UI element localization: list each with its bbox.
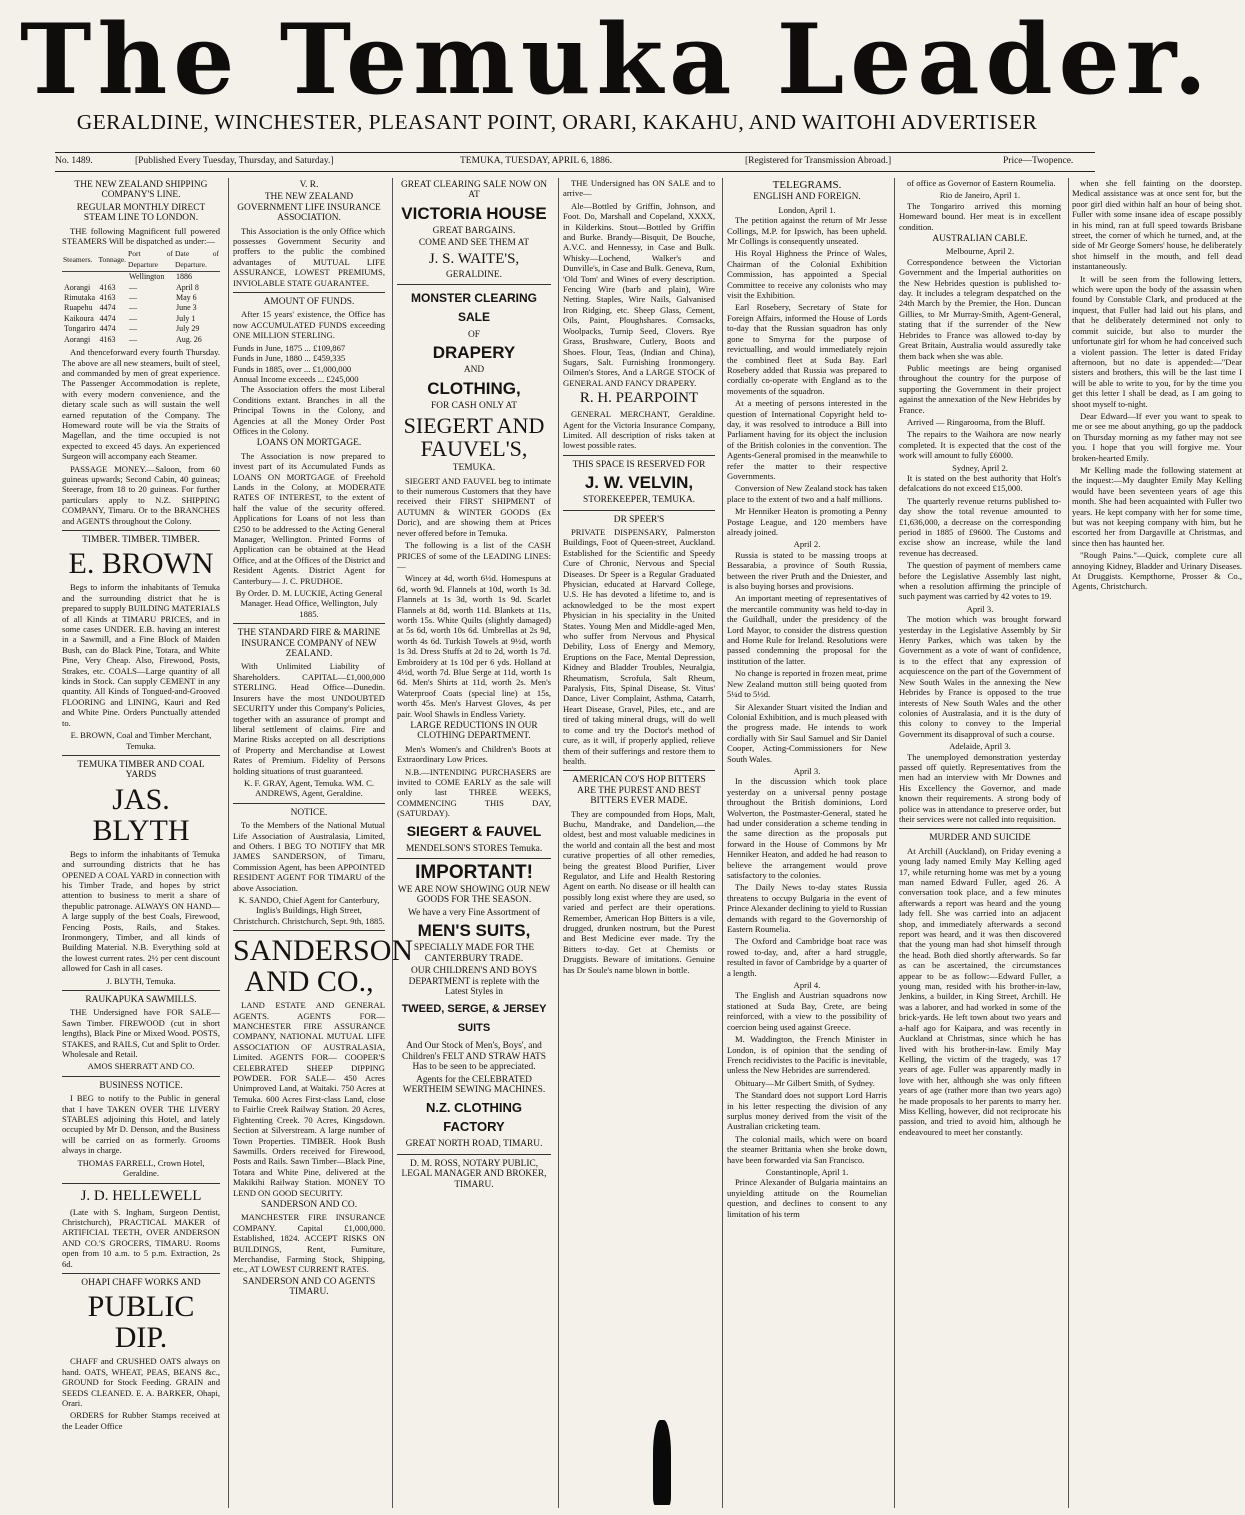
passage-money: PASSAGE MONEY.—Saloon, from 60 guineas upwards; Second Cabin, 40 guineas; Steerage, from 18 to 20 guineas. For further particulars apply to N.Z. SHIPPING COMPANY, Timaru. Or to the BRANCHES and AGENTS throughout the Colony. (62, 463, 220, 526)
divider (899, 828, 1061, 829)
dateline-april-4: April 4. (793, 980, 821, 991)
blyth-name: JAS. BLYTH (92, 782, 190, 847)
article-paragraph: The Tongariro arrived this morning Homeward bound. Her meat is in excellent condition. (899, 200, 1061, 232)
funds-row: Funds in 1885, over ... £1,000,000 (233, 363, 352, 374)
article-paragraph: The quarterly revenue returns published to-day show the total revenue amounted to £1,636,000, a decrease on the corresponding period in 1885 of £9600. The Customs and excise show an increase, while the land revenue has decreased. (899, 495, 1061, 558)
article-paragraph: Conversion of New Zealand stock has taken place to the extent of two and a half millions. (727, 483, 887, 504)
funds-row: Annual Income exceeds ... £245,000 (233, 373, 359, 384)
divider (397, 858, 551, 859)
registered-note: [Registered for Transmission Abroad.] (745, 156, 892, 166)
table-cell: 4474 (99, 303, 116, 313)
column-1 (58, 178, 224, 1508)
dateline-april-3: April 3. (793, 765, 821, 776)
ohapi-heading: OHAPI CHAFF WORKS AND (81, 1277, 201, 1288)
table-cell: Aug. 26 (175, 334, 202, 344)
sanderson-subheading: SANDERSON AND CO. (260, 1199, 358, 1210)
dateline-rio: Rio de Janeiro, April 1. (939, 190, 1021, 201)
siegert-fauvel-heading: SIEGERT AND FAUVEL'S, (403, 413, 545, 462)
hellewell-name: J. D. HELLEWELL (80, 1187, 202, 1204)
table-cell: Aorangi (64, 334, 91, 344)
article-paragraph: At Archill (Auckland), on Friday evening a young lady named Emily May Kelling aged 17, while returning home was met by a young man named Edward Fuller, aged 26. A conversation took place, and a few minutes afterwards a report was heard and the young lady fell. She was carried into an adjacent shop, and immediately afterwards a second report was heard, and it was then discovered that the young man had shot himself through the head. Both died shortly afterwards. So far as can be ascertained, the circumstances appear to be as follow:—Edward Fuller, a young man, resided with his brother-in-law, Jenkins, a builder, in King Street, Archill. He was a laborer, and had worked in some of the brick-yards. He left town about two years and a-half ago for Kaipara, and was recently in Auckland at Christmas, since which he has lived with his brother-in-law. Emily May Kelling, the victim of the tragedy, was 17 years of age. Fuller was apparently madly in love with her, although she was only fifteen years of age (rather more than two years ago) he made proposals to her parents to marry her. Miss Kelling, however, did not reciprocate his passion, and tried to avoid him, although he endeavoured to meet her constantly. (899, 845, 1061, 1137)
divider (62, 530, 220, 531)
dateline-melbourne: Melbourne, April 2. (945, 246, 1015, 257)
divider (563, 455, 715, 456)
article-paragraph: No change is reported in frozen meat, prime New Zealand mutton still being quoted from 5¼d to 5½d. (727, 668, 887, 700)
loans-body: The Association is now prepared to invest part of its Accumulated Funds as LOANS ON MORTGAGE of Freehold Lands in the Colony, at MODERATE RATES OF INTEREST, to the extent of half the value of the security offered. Applications for Loans of not less than £250 to be addressed to the Acting General Manager, Wellington. Printed Forms of Application can be obtained at the Head Office, and at the Offices of the District and Resident Agents. District Agent for Canterbury— J. C. PRUDHOE. (233, 450, 385, 586)
intimate-text: SIEGERT AND FAUVEL beg to intimate to their numerous Customers that they have received their FIRST SHIPMENT of AUTUMN & WINTER GOODS (Ex Doric), and are showing them at Prices never offered before in Temuka. (397, 475, 551, 538)
blyth-body: Begs to inform the inhabitants of Temuka and surrounding districts that he has OPENED A COAL YARD in connection with his Timber Trade, and hopes by strict attention to business to merit a share of thepublic patronage. ALWAYS ON HAND— A large supply of the best Coals, Firewood, Fencing Posts, Rails, and Stakes. Ironmongery, Timber, and all kinds of Building Material. N.B. Everything sold at the lowest current rates. 2½ per cent discount allowed for Cash in all cases. (62, 848, 220, 974)
table-cell: Tongariro (64, 324, 96, 334)
clearing-sale-heading: GREAT CLEARING SALE NOW ON AT (400, 180, 547, 201)
assortment-text: We have a very Fine Assortment of (407, 907, 541, 918)
article-paragraph: His Royal Highness the Prince of Wales, Chairman of the Colonial Exhibition Commission, has appointed a Special Committee to receive any colonists who may visit the Exhibition. (727, 248, 887, 301)
divider (233, 803, 385, 804)
rough-pains-ad: "Rough Pains."—Quick, complete cure all annoying Kidney, Bladder and Urinary Diseases. At Druggists. Kempthorne, Prosser & Co., Agents, Christchurch. (1072, 550, 1242, 592)
column-4 (558, 178, 719, 1508)
and-label: AND (463, 365, 485, 376)
canterbury-text: SPECIALLY MADE FOR THE CANTERBURY TRADE. (413, 943, 535, 964)
drapery-heading: DRAPERY (432, 343, 516, 363)
sawmills-signature: AMOS SHERRATT AND CO. (87, 1061, 195, 1072)
issue-date: TEMUKA, TUESDAY, APRIL 6, 1886. (460, 156, 613, 166)
price: Price—Twopence. (1003, 156, 1074, 166)
column-3 (392, 178, 555, 1508)
brown-name: E. BROWN (68, 547, 214, 581)
standard-fire-signature: K. F. GRAY, Agent, Temuka. WM. C. ANDREWS, Agent, Geraldine. (244, 777, 374, 799)
shipping-table (62, 248, 220, 345)
table-row (62, 314, 220, 324)
business-notice-signature: THOMAS FARRELL, Crown Hotel, Geraldine. (77, 1157, 205, 1179)
loans-signature: By Order. D. M. LUCKIE, Acting General Manager. Head Office, Wellington, July 1885. (235, 588, 383, 619)
government-insurance-body: This Association is the only Office which possesses Government Security and proffers to the public the combined advantages of MUTUAL LIFE ASSURANCE, LOWEST PREMIUMS, INVIOLABLE STATE GUARANTEE. (233, 225, 385, 288)
column-5 (722, 178, 891, 1508)
tweed-heading: TWEED, SERGE, & JERSEY SUITS (401, 1003, 547, 1035)
victoria-house: VICTORIA HOUSE (401, 203, 547, 223)
divider (233, 292, 385, 293)
table-cell: — (129, 324, 138, 334)
english-foreign-heading: ENGLISH AND FOREIGN. (753, 192, 861, 203)
shipping-heading: THE NEW ZEALAND SHIPPING COMPANY'S LINE. (74, 180, 208, 201)
funds-row: Funds in June, 1880 ... £459,335 (233, 353, 346, 364)
table-cell: — (129, 303, 138, 313)
divider (563, 770, 715, 771)
table-cell: 4474 (99, 313, 116, 323)
table-cell: May 6 (175, 293, 197, 303)
dateline-april-2: April 2. (793, 539, 821, 550)
come-heading: COME AND SEE THEM AT (418, 238, 530, 249)
government-insurance-heading: THE NEW ZEALAND GOVERNMENT LIFE INSURANCE ASSOCIATION. (237, 192, 381, 224)
table-cell: 4163 (99, 293, 116, 303)
table-header: Port of Departure (127, 248, 174, 271)
article-paragraph: Public meetings are being organised throughout the country for the purpose of supporting the Government in their project against the annexation of the New Hebrides by France. (899, 362, 1061, 415)
australian-cable-heading: AUSTRALIAN CABLE. (932, 234, 1028, 245)
standard-fire-body: With Unlimited Liability of Shareholders. CAPITAL—£1,000,000 STERLING. Head Office—Dunedin. Insurers have the most UNDOUBTED SECURITY under this Company's Policies, together with an assurance of prompt and liberal settlement of claims. Fire and Marine Risks accepted on all descriptions of Property and Merchandise at Lowest Rates of Premium. Fidelity of Persons holding situations of trust guaranteed. (233, 661, 385, 776)
article-paragraph: The unemployed demonstration yesterday passed off quietly. Representatives from the men had an interview with Mr Downes and His Excellency the Governor, and made known their requirements. A strong body of police was in attendance to preserve order, but their services were not called into requisition. (899, 751, 1061, 824)
notary-text: D. M. ROSS, NOTARY PUBLIC, LEGAL MANAGER AND BROKER, TIMARU. (401, 1158, 547, 1190)
funds-body: After 15 years' existence, the Office has now ACCUMULATED FUNDS exceeding ONE MILLION STERLING. (233, 309, 385, 341)
article-paragraph: It will be seen from the following letters, which were upon the body of the assassin when found by Constable Clark, and produced at the inquest, that Fuller had laid out his plans, and that he deliberately determined not only to commit suicide, but also to murder the unfortunate girl for whom he had conceived such a violent passion. The letter is dated Friday afternoon, but no date is appended:—"Dear sisters and brothers, this will be the last time I will be able to write to you, for by the time you get this letter I shall be dead, as I am going to shoot myself to-night. (1072, 273, 1242, 409)
boots-text: Men's Women's and Children's Boots at Extraordinary Low Prices. (397, 743, 551, 765)
rubber-stamps-notice: ORDERS for Rubber Stamps received at the Leader Office (62, 1410, 220, 1431)
murder-suicide-heading: MURDER AND SUICIDE (929, 833, 1031, 844)
cash-label: FOR CASH ONLY AT (431, 400, 517, 411)
brown-signature: E. BROWN, Coal and Timber Merchant, Temuka. (70, 730, 212, 751)
table-row (62, 335, 220, 345)
hop-bitters-heading: AMERICAN CO'S HOP BITTERS ARE THE PUREST AND BEST BITTERS EVER MADE. (572, 775, 706, 807)
vr-heading: V. R. (299, 180, 319, 190)
article-paragraph: Dear Edward—If ever you want to speak to me or see me about anything, go up the paddock on Thursday morning as my father may not see you. I hope that you will forgive me. Your broken-hearted Emily. (1072, 410, 1242, 463)
table-cell: Aorangi (64, 282, 91, 292)
dateline-constantinople: Constantinople, April 1. (765, 1166, 849, 1177)
funds-heading: AMOUNT OF FUNDS. (263, 297, 355, 308)
table-row (62, 272, 220, 283)
divider (62, 990, 220, 991)
brown-body: Begs to inform the inhabitants of Temuka and the surrounding district that he is prepared to supply BUILDING MATERIALS of all Kinds at TIMARU PRICES, and in some cases UNDER. E.B. having an interest in a Sawmill, and a Fine Block of Maiden Bush, can do Black Pine, Totara, and White Pine, Very Cheap. Also, Firewood, Posts, Strakes, etc. COALS—Large quantity of all kinds in Stock. Can supply CEMENT in any quantity. All Kinds of Tongued-and-Grooved FLOORING and LINING, Kauri and Red and White Pine. Orders Punctually attended to. (62, 582, 221, 728)
dateline-sydney: Sydney, April 2. (952, 462, 1008, 473)
article-paragraph: Obituary—Mr Gilbert Smith, of Sydney. (735, 1077, 875, 1088)
hop-bitters-body: They are compounded from Hops, Malt, Buchu, Mandrake, and Dandelion,—the oldest, best and most valuable medicines in the world and contain all the best and most curative properties of all other remedies, being the greatest Blood Purifier, Liver Regulator, and Life and Health Restoring Agent on earth. No disease or ill health can possibly long exist where they are used, so varied and perfect are their operations. Remember, American Hop Bitters is a vile, drugged, drunken nostrum, but the Purest and Best Medicine ever made. Try the Bitters to-day. Get at Chemists or Druggists. Beware of imitations. Genuine has Dr Soule's name blown in bottle. (563, 808, 715, 975)
pearpoint-body: GENERAL MERCHANT, Geraldine. Agent for the Victoria Insurance Company, Limited. All description of risks taken at lowest possible rates. (563, 409, 715, 451)
public-dip-heading: PUBLIC DIP. (87, 1290, 195, 1355)
article-paragraph: The English and Austrian squadrons now stationed at Suda Bay, Crete, are being reinforced, with a view to the possibility of coercion being used against Greece. (727, 990, 887, 1032)
monster-sale-heading: MONSTER CLEARING SALE (411, 291, 537, 325)
new-goods-text: WE ARE NOW SHOWING OUR NEW GOODS FOR THE SEASON. (397, 885, 551, 906)
business-notice-heading: BUSINESS NOTICE. (99, 1080, 183, 1091)
sanderson-body: LAND ESTATE AND GENERAL AGENTS. AGENTS FOR— MANCHESTER FIRE ASSURANCE COMPANY, NATIONAL MUTUAL LIFE ASSOCIATION OF AUSTRALASIA, Limited. AGENTS FOR— COOPER'S CELEBRATED SHEEP DIPPING POWDER. FOR SALE— 450 Acres Unimproved Land, at Waitaki. 750 Acres at Temuka. 600 Acres First-class Land, close to Fairlie Creek Railway Station. 20 Acres, Fightenting Creek. 70 Acres, Kingsdown. Section at Silverstream. A large number of Town Properties. TIMBER. Hook Bush Sawmills. Orders received for Firewood, Posts and Rails. Sawn Timber—Black Pine, Totara and White Pine, delivered at the Makikihi Railway Station. MONEY TO LEND ON GOOD SECURITY. (233, 1000, 385, 1198)
speer-body: PRIVATE DISPENSARY, Palmerston Buildings, Foot of Queen-street, Auckland. Established for the Scientific and Speedy Cure of Chronic, Nervous and Special Diseases. Dr Speer is a Regular Graduated Physician, educated at Harvard College, U.S. He has devoted a lifetime to, and is acknowledged to be the most expert Physician in his speciality in the United States. Young Men and Middle-aged Men, who suffer from Nervous and Physical Debility, Loss of Energy and Memory, Eruptions on the Face, Mental Depression, Kidney and Bladder Troubles, Neuralgia, Rheumatism, Scrofula, Salt Rheum, Paralysis, Fits, Spinal Disease, St. Vitus' Dance, Liver Complaint, Asthma, Catarrh, Heart Disease, Gravel, Piles, etc., and are tired of taking mineral drugs, will do well to come and try the Doctor's method of cure, as it will, if properly applied, relieve them of their sufferings and restore them to health. (563, 526, 715, 766)
siegert-fauvel-footer: SIEGERT & FAUVEL (406, 822, 542, 839)
dateline-london: London, April 1. (778, 204, 836, 215)
undersigned-list: Ale—Bottled by Griffin, Johnson, and Foot. Do, Marshall and Copeland, XXXX, in Kilderkins. Stout—Bottled by Griffin and Burke. Brandy—Bisquit, De Bouche, A.V.C. and Hennessy, in Case and Bulk. Whisky—Lochend, Walker's and Dunville's, in Case and Bulk. Geneva, Rum, 'Old Tom' and Wines of every description. Fencing Wire (barb and plain), Wire Netting. Staples, Wire Nails, Galvanised Iron Ridging, etc. Sheep Glass, Cement, Oils, Paint, Ploughshares. Cornsacks, Woolpacks, Turnip Seed, Clovers. Rye Grass, Brushware, Cutlery, Boots and Shoes. Flour, Teas, (Indian and China), Sugars, Salt. Furnishing Ironmongery. Oilmen's Stores, And a LARGE STOCK of GENERAL AND FANCY DRAPERY. (563, 200, 715, 388)
manchester-body: MANCHESTER FIRE INSURANCE COMPANY. Capital £1,000,000. Established, 1824. ACCEPT RISKS ON BUILDINGS, Rent, Furniture, Merchandise, Farming Stock, Shipping, etc., AT LOWEST CURRENT RATES. (233, 1212, 385, 1275)
article-paragraph: The petition against the return of Mr Jesse Collings, M.P. for Ipswich, has been upheld. Mr Collings is consequently unseated. (727, 215, 887, 247)
standard-fire-heading: THE STANDARD FIRE & MARINE INSURANCE COMPANY of NEW ZEALAND. (237, 628, 381, 660)
table-cell: — (129, 282, 138, 292)
article-paragraph: Earl Rosebery, Secretary of State for Foreign Affairs, informed the House of Lords to-day that the Russian squadron has only gone to Smyrna for the purpose of revictualling, and would immediately rejoin the combined fleet at Suda Bay. Earl Rosebery added that Russia was prepared to cordially co-operate with England as to the movements of the squadron. (727, 302, 887, 396)
article-paragraph: An important meeting of representatives of the mercantile community was held to-day in the Guildhall, under the presidency of the Lord Mayor, to consider the distress question and Home Rule for Ireland. Resolutions were passed condemning the proposal for the institution of the latter. (727, 593, 887, 666)
waites-name: J. S. WAITE'S, (428, 250, 520, 267)
mendelson-stores: MENDELSON'S STORES Temuka. (405, 843, 543, 854)
article-paragraph: Prince Alexander of Bulgaria maintains an unyielding attitude on the Roumelian question, and declines to consent to any limitation of his term (727, 1177, 887, 1219)
column-6 (894, 178, 1065, 1508)
pearpoint-name: R. H. PEARPOINT (579, 390, 699, 407)
article-paragraph: Correspondence between the Victorian Government and the Imperial authorities on the New Hebrides question is published to-day. It includes a telegram despatched on the 24th March by the Premier, the Hon. Duncan Gillies, to Mr Murray-Smith, Agent-General, stating that if the surrender of the New Hebrides to France was allowed to-day by Great Britain, Australia would assuredly take them back when she was able. (899, 256, 1061, 361)
divider (397, 284, 551, 285)
divider (233, 930, 385, 931)
temuka-label: TEMUKA. (452, 463, 496, 474)
article-paragraph: M. Waddington, the French Minister in London, is of opinion that the sending of French recidivistes to the Pacific is inevitable, unless the New Hebrides are surrendered. (727, 1034, 887, 1076)
hats-text: And Our Stock of Men's, Boys', and Children's FELT AND STRAW HATS Has to be seen to be appreciated. (401, 1041, 546, 1073)
article-paragraph: when she fell fainting on the doorstep. Medical assistance was at once sent for, but the poor girl died within half an hour of being shot. Fuller with some insane idea of escape possibly in his mind, ran at full speed towards Brisbane street, the corner of which he turned, and, at the side of Mr George Somers' house, he deliberately shot himself in the mouth, and fell dead instantaneously. (1072, 178, 1242, 272)
table-cell: 1886 (175, 272, 192, 282)
dateline-april-3: April 3. (966, 603, 994, 614)
divider (62, 1273, 220, 1274)
speer-heading: DR SPEER'S (613, 514, 665, 525)
prices-heading: The following is a list of the CASH PRICES of some of the LEADING LINES:— (397, 540, 551, 571)
funds-row: Funds in June, 1875 ... £109,867 (233, 342, 346, 353)
factory-address: GREAT NORTH ROAD, TIMARU. (405, 1139, 543, 1150)
velvin-name: J. W. VELVIN, (584, 473, 694, 493)
divider (233, 623, 385, 624)
clothing-heading: CLOTHING, (427, 378, 521, 398)
article-paragraph: Mr Kelling made the following statement at the inquest:—My daughter Emily May Kelling would have been seventeen years of age this month. She had been acquainted with Fuller two years. He kept company with her for some time, but was not keeping company with him, but he escorted her from Dargaville at Christmas, and since then has haunted her. (1072, 464, 1242, 548)
article-paragraph: The motion which was brought forward yesterday in the Legislative Assembly by Sir Henry Parkes, which was taken by the Government as a vote of want of confidence, is to the effect that any expression of acquiescence on the part of the Government of New South Wales in the annexing the New Hebrides by France is opposed to the true interests of New South Wales and the other colonies of Australasia, and it is the duty of this colony to convey to the Imperial Government its disapproval of such a course. (899, 614, 1061, 739)
masthead-title: The Temuka Leader. (20, 3, 1213, 116)
masthead-subtitle: GERALDINE, WINCHESTER, PLEASANT POINT, ORARI, KAKAHU, AND WAITOHI ADVERTISER (76, 110, 1038, 134)
telegrams-heading: TELEGRAMS. (772, 179, 842, 191)
reserved-space-text: THIS SPACE IS RESERVED FOR (572, 459, 706, 470)
article-paragraph: The Standard does not support Lord Harris in his letter respecting the division of any surplus money derived from the visit of the Australian cricketing team. (727, 1090, 887, 1132)
article-paragraph: The Daily News to-day states Russia threatens to occupy Bulgaria in the event of Prince Alexander declining to yield to Russian demands with regard to the Governorship of Eastern Roumelia. (727, 882, 887, 935)
wertheim-text: Agents for the CELEBRATED WERTHEIM SEWING MACHINES. (402, 1074, 546, 1095)
table-cell: June 3 (175, 303, 197, 313)
column-2 (228, 178, 414, 1508)
purchasers-notice: N.B.—INTENDING PURCHASERS are invited to COME EARLY as the sale will only last THREE WEEKS, COMMENCING THIS DAY, (SATURDAY). (397, 766, 551, 819)
article-paragraph: It is stated on the best authority that Holt's defalcations do not exceed £15,000. (899, 472, 1061, 494)
table-cell: 4163 (99, 282, 116, 292)
table-cell: — (129, 313, 138, 323)
divider (397, 1154, 551, 1155)
velvin-subtitle: STOREKEEPER, TEMUKA. (583, 495, 695, 506)
table-header: Date of Departure. (174, 248, 220, 271)
divider (62, 755, 220, 756)
children-text: OUR CHILDREN'S AND BOYS DEPARTMENT is replete with the Latest Styles in (408, 966, 540, 997)
article-paragraph: At a meeting of persons interested in the question of International Copyright held to-day, it was resolved to introduce a Bill into Parliament having for its object the inclusion of the British colonies in the convention. The Agents-General promised in the meanwhile to refer the matter to their respective Governments. (727, 398, 887, 481)
table-cell: Rimutaka (64, 293, 96, 303)
table-cell: 4474 (99, 324, 116, 334)
notice-signature: K. SANDO, Chief Agent for Canterbury, Inglis's Buildings, High Street, Christchurch. Christchurch, Sept. 9th, 1885. (233, 895, 385, 926)
table-header-row (62, 248, 220, 271)
divider (62, 1183, 220, 1184)
article-paragraph: The colonial mails, which were on board the steamer Brittania when she broke down, have been forwarded via San Francisco. (727, 1133, 887, 1165)
ink-blot (653, 1420, 671, 1505)
article-paragraph: In the discussion which took place yesterday on a universal penny postage throughout the British dominions, Lord Wolverton, the Postmaster-General, stated he had under consideration a scheme tending in the same direction as the proposals put forward in the House of Commons by Mr Henniker Heaton, and added he had reason to believe the arrangement would prove satisfactory to the colonies. (727, 776, 887, 880)
issue-number: No. 1489. (55, 156, 93, 166)
business-notice-body: I BEG to notify to the Public in general that I have TAKEN OVER THE LIVERY STABLES adjoining this Hotel, and lately occupied by Mr D. Denson, and the Business will be carried on as formerly. Grooms always in charge. (62, 1093, 220, 1156)
shipping-subheading: REGULAR MONTHLY DIRECT STEAM LINE TO LONDON. (76, 202, 206, 224)
article-paragraph: The repairs to the Waihora are now nearly completed. It is expected that the cost of the work will amount to fully £6000. (899, 429, 1061, 461)
prices-list: Wincey at 4d, worth 6½d. Homespuns at 6d, worth 9d. Flannels at 10d, worth 1s 3d. Flannels at 1s 3d, worth 1s 9d. Scarlet Flannels at 8d, worth 11d. Blankets at 11s, worth 15s. White Quilts (slightly damaged) at 5s 6d, worth 10s 6d. Umbrellas at 2s 9d, worth 4s 6d. Turkish Towels at 9½d, worth 1s 3d. Dress Stuffs at 2d to 2d, worth 1s 7d. Embroidery at 1s 10d per 6 yds. Holland at 4½d, worth 7d. Blue Serge at 11d, worth 1s 6d. Men's Shirts at 11d, worth 2s. Men's Waterproof Coats (special line) at 15s, worth 45s. Men's Harvest Gloves, 4s per pair. Wool Shawls in Endless Variety. (397, 573, 551, 719)
article-paragraph: The question of payment of members came before the Legislative Assembly last night, when a resolution affirming the principle of such payment was carried by 42 votes to 19. (899, 560, 1061, 602)
mens-suits-heading: MEN'S SUITS, (417, 921, 531, 941)
article-paragraph: Arrived — Ringarooma, from the Bluff. (907, 416, 1046, 427)
article-paragraph: Russia is stated to be massing troops at Bessarabia, a province of South Russia, between the river Pruth and the Dniester, and is also buying horses and provisions. (727, 549, 887, 592)
bargains-heading: GREAT BARGAINS. (432, 225, 516, 236)
publication-days: [Published Every Tuesday, Thursday, and Saturday.] (135, 156, 334, 166)
notice-heading: NOTICE. (290, 807, 328, 818)
article-paragraph: Mr Henniker Heaton is promoting a Penny Postage League, and 120 members have already joined. (727, 506, 887, 537)
table-cell: Wellington (129, 272, 165, 282)
sawmills-body: THE Undersigned have FOR SALE— Sawn Timber. FIREWOOD (cut in short lengths), Black Pine or Mixed Wood. POSTS, STAKES, and RAILS, Cut and Split to Order. Wholesale and Retail. (62, 1007, 220, 1060)
table-row (62, 293, 220, 303)
column-7 (1068, 178, 1242, 1508)
hellewell-body: (Late with S. Ingham, Surgeon Dentist, Christchurch), PRACTICAL MAKER of ARTIFICIAL TEETH, OVER ANDERSON AND CO.'S GROCERS, TIMARU. Rooms open from 10 a.m. to 5 p.m. Extraction, 2s 6d. (62, 1206, 220, 1269)
table-cell: July 1 (175, 313, 196, 323)
notice-body: To the Members of the National Mutual Life Association of Australasia, Limited, and Others. I BEG TO NOTIFY that MR JAMES SANDERSON, of Timaru, Commission Agent, has been APPOINTED RESIDENT AGENT FOR TIMARU of the above Association. (233, 820, 385, 893)
table-cell: Kaikoura (64, 313, 94, 323)
shipping-body: And thenceforward every fourth Thursday. The above are all new steamers, built of steel, and commanded by men of great experience. The Passenger Accommodation is replete, with every modern convenience, and the dietary scale such as will sustain the well earned reputation of the Company. The Homeward route will be via the Straits of Magellan, and the time occupied is not expected to exceed 45 days. An experienced Surgeon will accompany each Steamer. (62, 347, 220, 462)
table-cell: July 29 (175, 324, 200, 334)
divider (62, 1076, 220, 1077)
blyth-signature: J. BLYTH, Temuka. (106, 975, 176, 986)
table-cell: — (129, 334, 138, 344)
table-cell: 4163 (99, 334, 116, 344)
article-paragraph: The Oxford and Cambridge boat race was rowed to-day, and, after a hard struggle, resulted in favor of Cambridge by a quarter of a length. (727, 936, 887, 978)
sawmills-heading: RAUKAPUKA SAWMILLS. (85, 995, 197, 1005)
table-row (62, 283, 220, 293)
important-heading: IMPORTANT! (415, 862, 533, 884)
geraldine-label: GERALDINE. (446, 269, 502, 280)
reductions-heading: LARGE REDUCTIONS IN OUR CLOTHING DEPARTMENT. (410, 721, 538, 742)
undersigned-heading: THE Undersigned has ON SALE and to arrive— (563, 178, 715, 199)
funds-note: The Association offers the most Liberal Conditions extant. Branches in all the Principal Towns in the Colony, and Agencies at all the Money Order Post Offices in the Colony. (233, 384, 385, 436)
divider (563, 510, 715, 511)
public-dip-body: CHAFF and CRUSHED OATS always on hand. OATS, WHEAT, PEAS, BEANS &c., GROUND for Stock Feeding. GRAIN and SEEDS CLEANED. E. A. BARKER, Ohapi, Orari. (62, 1356, 220, 1408)
of-label: OF (468, 330, 480, 341)
dateline-adelaide: Adelaide, April 3. (949, 741, 1011, 752)
table-cell: — (129, 293, 138, 303)
masthead (20, 3, 1213, 146)
shipping-text: THE following Magnificent full powered STEAMERS Will be dispatched as under:— (62, 225, 220, 247)
table-header: Steamers. (62, 248, 97, 271)
article-paragraph: of office as Governor of Eastern Roumelia. (907, 178, 1056, 188)
sanderson-heading: SANDERSON AND CO., (233, 934, 414, 999)
table-cell: Ruapehu (64, 303, 93, 313)
table-row (62, 303, 220, 313)
coal-yards-heading: TEMUKA TIMBER AND COAL YARDS (77, 759, 205, 781)
timber-heading: TIMBER. TIMBER. TIMBER. (82, 535, 200, 545)
clothing-factory-heading: N.Z. CLOTHING FACTORY (425, 1100, 523, 1135)
table-row (62, 324, 220, 334)
loans-heading: LOANS ON MORTGAGE. (256, 438, 362, 449)
manchester-signature: SANDERSON AND CO AGENTS TIMARU. (242, 1276, 376, 1298)
table-header: Tonnage. (97, 248, 127, 271)
table-cell: April 8 (175, 282, 199, 292)
article-paragraph: Sir Alexander Stuart visited the Indian and Colonial Exhibition, and is much pleased with the progress made. He intends to work cordially with Sir Saul Samuel and Sir Daniel Cooper, Acting-Commissioners for New South Wales. (727, 701, 887, 764)
dateline (55, 152, 1095, 172)
